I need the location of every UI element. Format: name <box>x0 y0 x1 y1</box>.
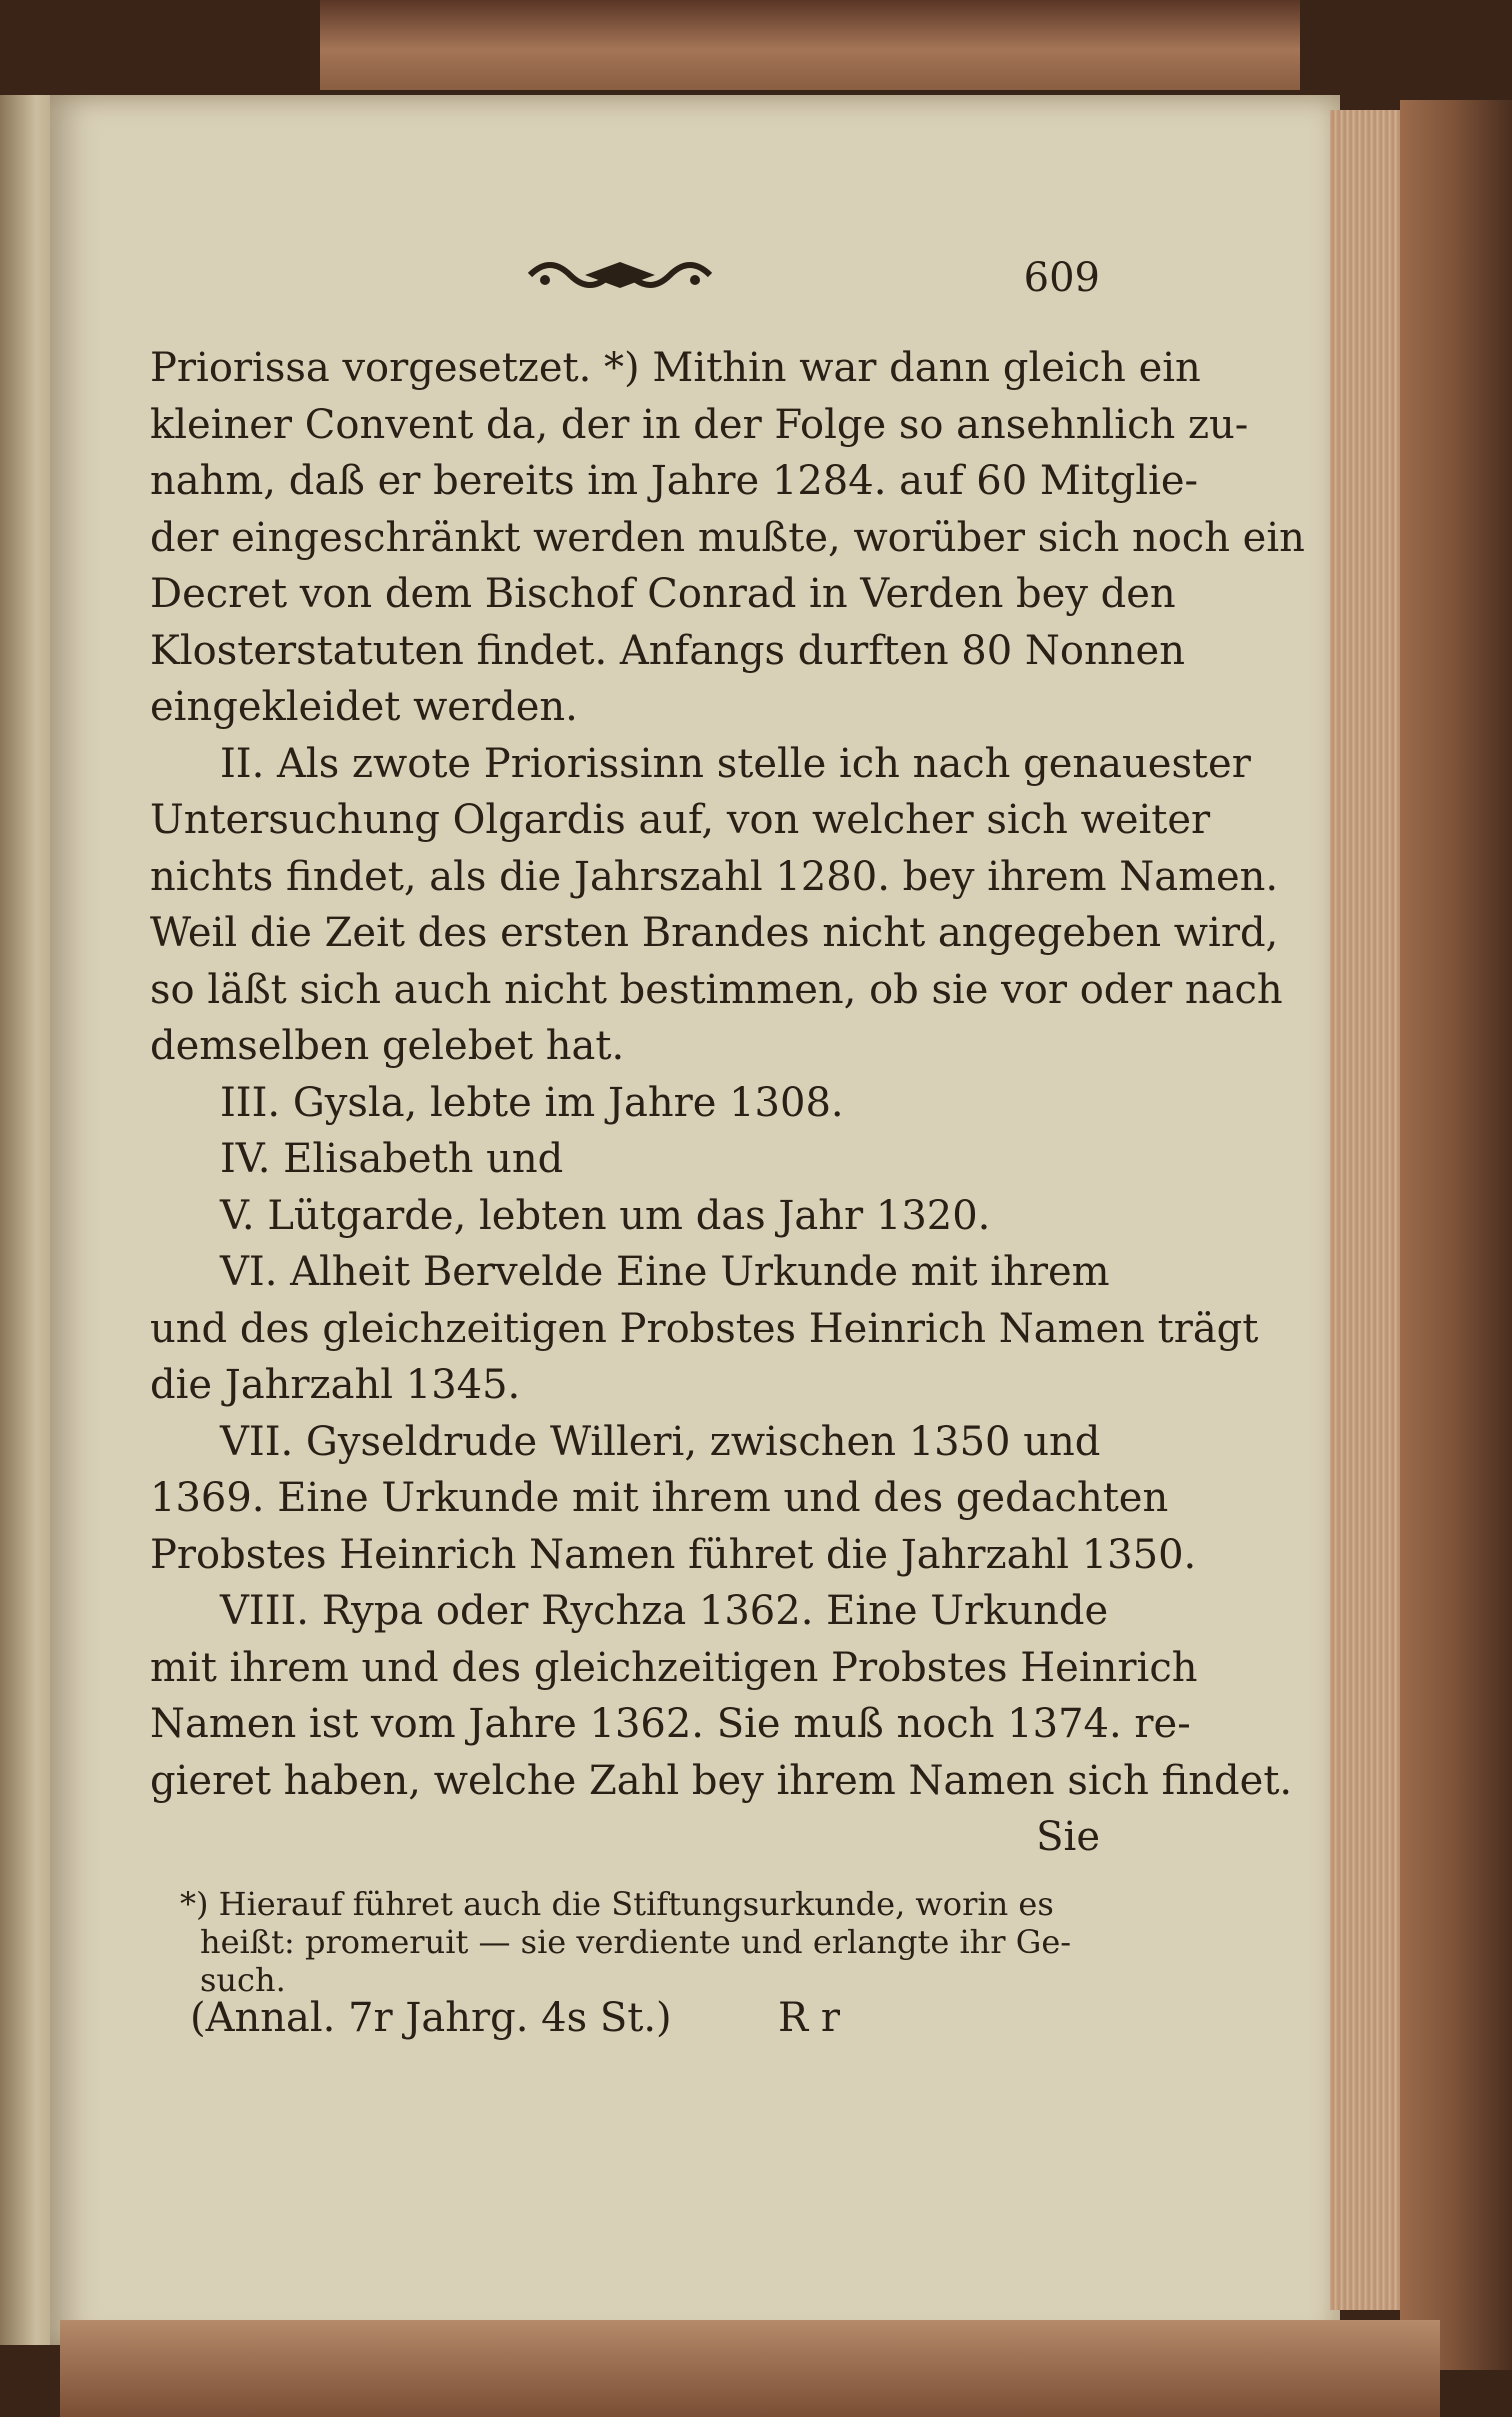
text-block <box>150 250 1305 1866</box>
text-line: eingekleidet werden. <box>150 684 578 730</box>
text-line: VII. Gyseldrude Willeri, zwischen 1350 und <box>220 1418 1101 1465</box>
text-line: nahm, daß er bereits im Jahre 1284. auf 60 Mitglie- <box>150 458 1199 504</box>
text-line: Untersuchung Olgardis auf, von welcher sich weiter <box>150 797 1211 843</box>
text-line: kleiner Convent da, der in der Folge so ansehnlich zu- <box>150 401 1249 448</box>
text-line: III. Gysla, lebte im Jahre 1308. <box>220 1079 844 1126</box>
footnote <box>180 1885 1100 1999</box>
signature-right: R r <box>778 1995 840 2041</box>
text-line: VI. Alheit Bervelde Eine Urkunde mit ihrem <box>220 1249 1110 1295</box>
book-bottom-edge <box>60 2320 1440 2417</box>
page-number: 609 <box>1023 255 1100 301</box>
text-line: VIII. Rypa oder Rychza 1362. Eine Urkunde <box>220 1588 1109 1634</box>
text-line: mit ihrem und des gleichzeitigen Probstes Heinrich <box>150 1644 1198 1691</box>
text-line: demselben gelebet hat. <box>150 1023 625 1069</box>
text-line: Weil die Zeit des ersten Brandes nicht angegeben wird, <box>150 910 1279 956</box>
book-cover-edge <box>1400 100 1512 2370</box>
text-line: Klosterstatuten findet. Anfangs durften 80 Nonnen <box>150 627 1185 674</box>
text-line: die Jahrzahl 1345. <box>150 1362 521 1408</box>
text-line: Sie <box>1036 1814 1100 1860</box>
signature-line <box>190 1995 840 2041</box>
text-line: Probstes Heinrich Namen führet die Jahrzahl 1350. <box>150 1531 1197 1578</box>
body-text <box>150 340 1305 1866</box>
text-line: IV. Elisabeth und <box>220 1136 564 1182</box>
text-line: V. Lütgarde, lebten um das Jahr 1320. <box>220 1192 991 1239</box>
ornament-icon <box>525 250 715 300</box>
text-line: nichts findet, als die Jahrszahl 1280. bey ihrem Namen. <box>150 853 1279 900</box>
footnote-line: *) Hierauf führet auch die Stiftungsurkunde, worin es <box>180 1885 1054 1923</box>
text-line: der eingeschränkt werden mußte, worüber sich noch ein <box>150 514 1305 561</box>
text-line: 1369. Eine Urkunde mit ihrem und des gedachten <box>150 1475 1169 1521</box>
footnote-line: such. <box>200 1961 286 1999</box>
text-line: Decret von dem Bischof Conrad in Verden bey den <box>150 571 1176 617</box>
text-line: Namen ist vom Jahre 1362. Sie muß noch 1374. re- <box>150 1701 1191 1747</box>
text-line: so läßt sich auch nicht bestimmen, ob sie vor oder nach <box>150 966 1283 1013</box>
text-line: Priorissa vorgesetzet. *) Mithin war dann gleich ein <box>150 345 1201 391</box>
text-line: II. Als zwote Priorissinn stelle ich nach genauester <box>220 740 1251 787</box>
text-line: gieret haben, welche Zahl bey ihrem Namen sich findet. <box>150 1757 1293 1804</box>
signature-left: (Annal. 7r Jahrg. 4s St.) <box>190 1995 672 2041</box>
footnote-line: heißt: promeruit — sie verdiente und erlangte ihr Ge- <box>200 1923 1072 1961</box>
text-line: und des gleichzeitigen Probstes Heinrich Namen trägt <box>150 1305 1259 1352</box>
book-spine-top <box>320 0 1300 90</box>
page-header <box>150 250 1100 340</box>
page-edges <box>1330 110 1410 2310</box>
